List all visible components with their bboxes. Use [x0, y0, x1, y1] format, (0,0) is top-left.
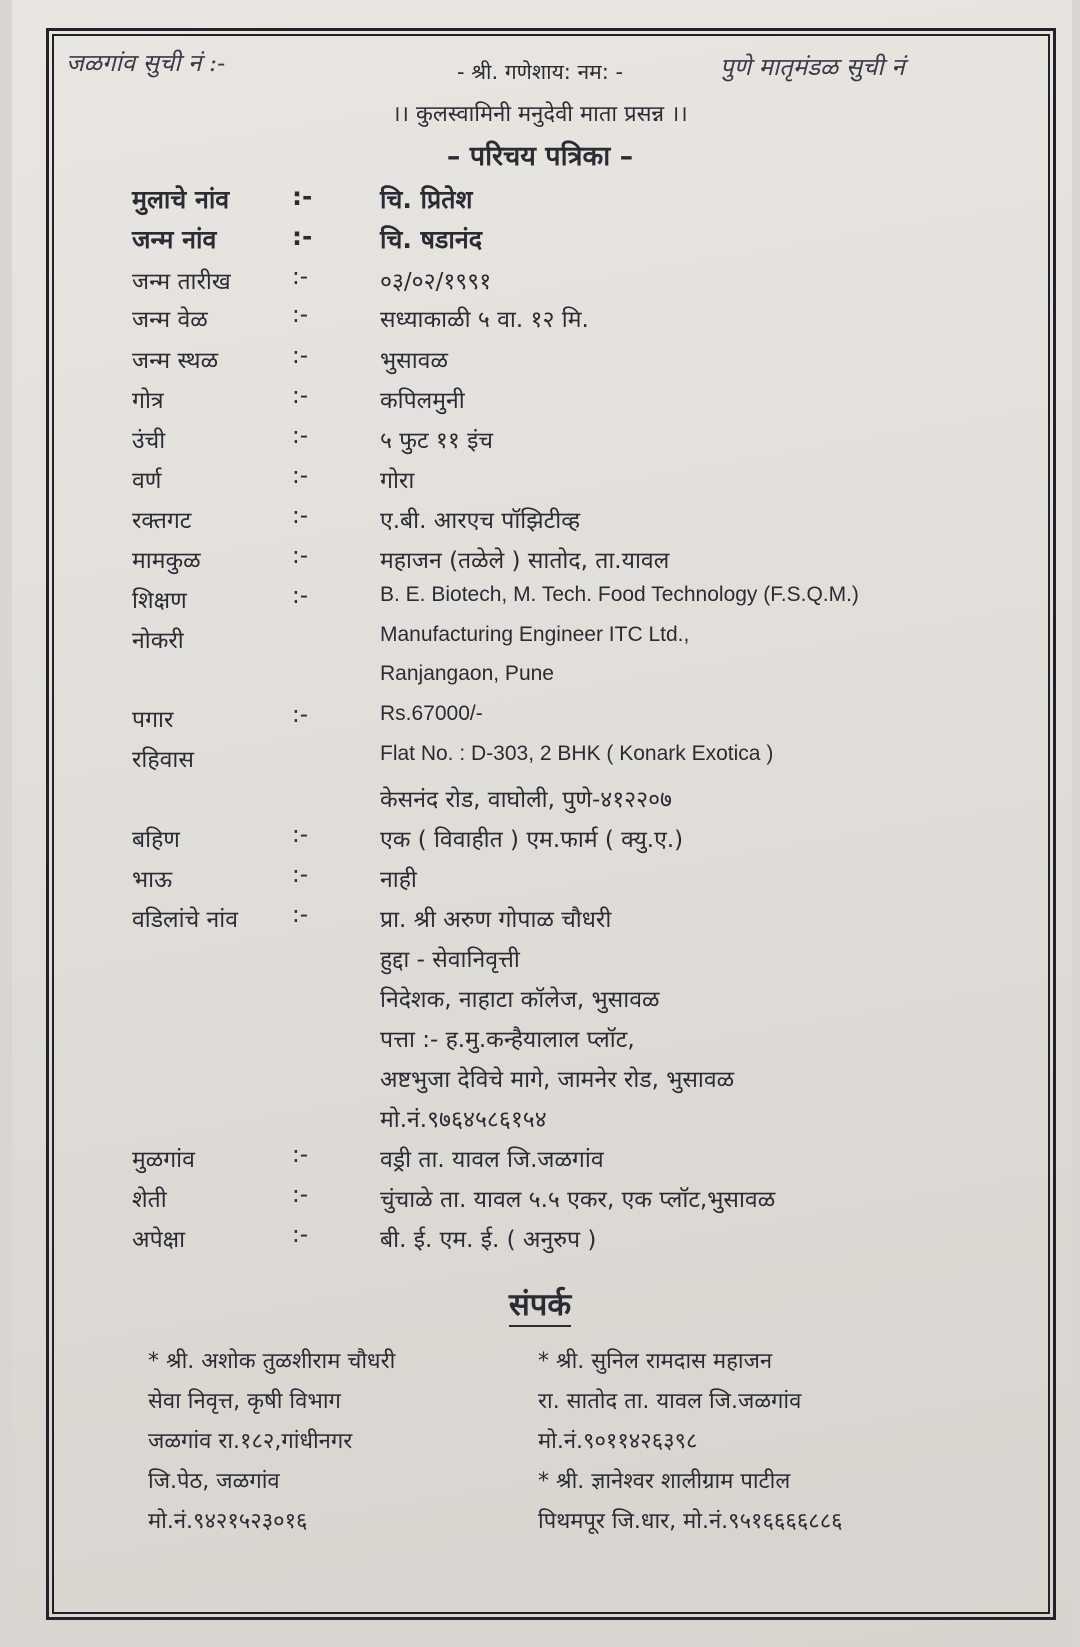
contact-heading-text: संपर्क — [509, 1287, 571, 1327]
handwritten-list-number-right: पुणे मातृमंडळ सुची नं — [720, 53, 905, 81]
field-label: वर्ण — [132, 468, 162, 494]
field-separator: :- — [292, 583, 309, 609]
field-label: पगार — [132, 707, 174, 733]
field-separator: :- — [292, 702, 309, 728]
father-designation: हुद्दा - सेवानिवृत्ती — [380, 947, 520, 973]
contact-right-line-2: रा. सातोद ता. यावल जि.जळगांव — [538, 1389, 802, 1414]
field-label: अपेक्षा — [132, 1227, 186, 1253]
field-separator: :- — [292, 1222, 309, 1248]
job-location: Ranjangaon, Pune — [380, 662, 554, 685]
field-value: भुसावळ — [380, 348, 448, 374]
field-separator: :- — [292, 463, 309, 489]
field-label: रक्तगट — [132, 508, 192, 534]
field-value: चि. प्रितेश — [380, 185, 473, 214]
field-label: जन्म नांव — [132, 225, 217, 254]
field-label: रहिवास — [132, 747, 194, 773]
field-separator: :- — [292, 302, 309, 328]
field-value: ५ फुट ११ इंच — [380, 428, 494, 454]
field-value: बी. ई. एम. ई. ( अनुरुप ) — [380, 1227, 597, 1253]
field-value: प्रा. श्री अरुण गोपाळ चौधरी — [380, 907, 612, 933]
contact-right-line-4: * श्री. ज्ञानेश्वर शालीग्राम पाटील — [538, 1469, 791, 1494]
contact-right-line-3: मो.नं.९०११४२६३९८ — [538, 1429, 698, 1454]
field-label: वडिलांचे नांव — [132, 907, 239, 933]
field-value: कपिलमुनी — [380, 388, 465, 414]
field-separator: :- — [292, 1142, 309, 1168]
field-value: चुंचाळे ता. यावल ५.५ एकर, एक प्लॉट,भुसावळ — [380, 1187, 776, 1213]
field-label: बहिण — [132, 827, 180, 853]
field-value: Rs.67000/- — [380, 702, 483, 725]
field-label: शिक्षण — [132, 588, 187, 614]
field-value: Manufacturing Engineer ITC Ltd., — [380, 623, 690, 646]
field-value: महाजन (तळेले ) सातोद, ता.यावल — [380, 548, 670, 574]
contact-heading — [0, 1283, 1080, 1325]
field-value: चि. षडानंद — [380, 225, 483, 254]
contact-right-line-5: पिथमपूर जि.धार, मो.नं.९५१६६६६८८६ — [538, 1509, 843, 1534]
handwritten-list-number-left: जळगांव सुची नं :- — [66, 49, 226, 77]
field-separator: :- — [292, 222, 313, 251]
field-separator: :- — [292, 264, 309, 290]
contact-right-line-1: * श्री. सुनिल रामदास महाजन — [538, 1349, 773, 1374]
field-separator: :- — [292, 423, 309, 449]
father-address-line-2: अष्टभुजा देविचे मागे, जामनेर रोड, भुसावळ — [380, 1067, 735, 1093]
father-mobile: मो.नं.९७६४५८६१५४ — [380, 1107, 547, 1133]
field-value: एक ( विवाहीत ) एम.फार्म ( क्यु.ए.) — [380, 827, 684, 853]
father-workplace: निदेशक, नाहाटा कॉलेज, भुसावळ — [380, 987, 660, 1013]
field-label: मुलाचे नांव — [132, 185, 230, 214]
field-label: जन्म स्थळ — [132, 348, 219, 374]
contact-left-line-4: जि.पेठ, जळगांव — [148, 1469, 280, 1494]
invocation: - श्री. गणेशाय: नम: - — [456, 60, 624, 84]
field-separator: :- — [292, 1182, 309, 1208]
field-label: शेती — [132, 1187, 167, 1213]
field-label: नोकरी — [132, 628, 184, 654]
field-separator: :- — [292, 503, 309, 529]
contact-left-line-3: जळगांव रा.१८२,गांधीनगर — [148, 1429, 353, 1454]
field-separator: :- — [292, 182, 313, 211]
field-label: भाऊ — [132, 867, 173, 893]
field-value: Flat No. : D-303, 2 BHK ( Konark Exotica ) — [380, 742, 774, 765]
contact-left-line-2: सेवा निवृत्त, कृषी विभाग — [148, 1389, 341, 1414]
field-separator: :- — [292, 822, 309, 848]
field-label: गोत्र — [132, 388, 164, 414]
field-value: गोरा — [380, 468, 415, 494]
contact-left-line-1: * श्री. अशोक तुळशीराम चौधरी — [148, 1349, 396, 1374]
field-label: जन्म तारीख — [132, 269, 231, 295]
field-value: ०३/०२/१९९१ — [380, 269, 492, 295]
field-value: नाही — [380, 867, 417, 893]
field-label: उंची — [132, 428, 166, 454]
field-label: मामकुळ — [132, 548, 201, 574]
field-separator: :- — [292, 862, 309, 888]
field-value: B. E. Biotech, M. Tech. Food Technology (F.S.Q.M.) — [380, 583, 859, 606]
field-label: मुळगांव — [132, 1147, 195, 1173]
field-separator: :- — [292, 902, 309, 928]
field-label: जन्म वेळ — [132, 307, 208, 333]
contact-left-line-5: मो.नं.९४२१५२३०१६ — [148, 1509, 308, 1534]
field-value: वड्री ता. यावल जि.जळगांव — [380, 1147, 604, 1173]
father-address-line-1: पत्ता :- ह.मु.कन्हैयालाल प्लॉट, — [380, 1027, 635, 1053]
residence-address: केसनंद रोड, वाघोली, पुणे-४१२२०७ — [380, 787, 673, 813]
field-value: ए.बी. आरएच पॉझिटीव्ह — [380, 508, 581, 534]
page-title: – परिचय पत्रिका – — [446, 141, 634, 172]
field-value: सध्याकाळी ५ वा. १२ मि. — [380, 307, 589, 333]
field-separator: :- — [292, 343, 309, 369]
field-separator: :- — [292, 383, 309, 409]
field-separator: :- — [292, 543, 309, 569]
blessing-line: ।। कुलस्वामिनी मनुदेवी माता प्रसन्न ।। — [392, 102, 688, 127]
